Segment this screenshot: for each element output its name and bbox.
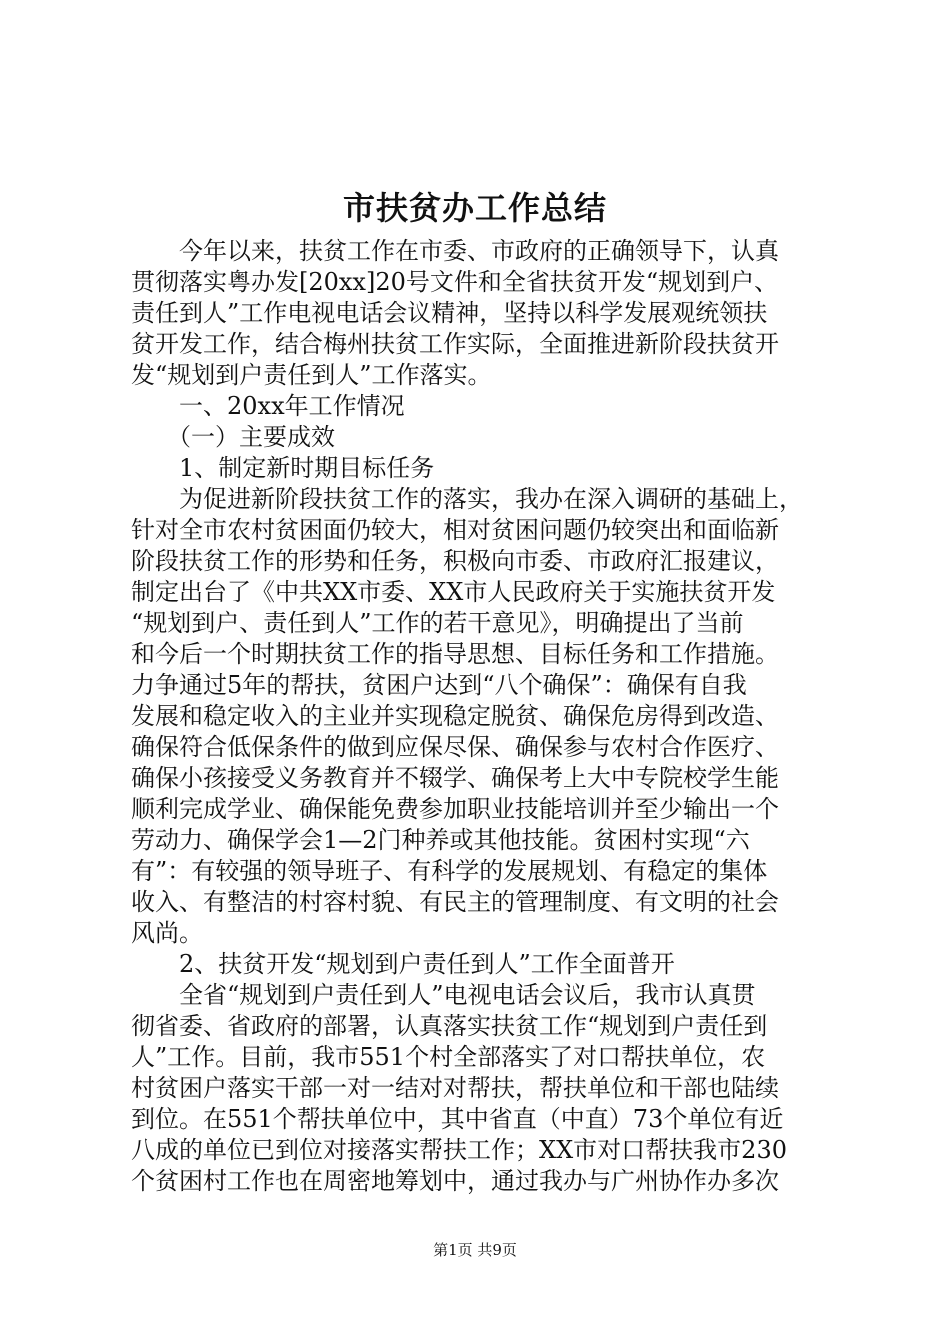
text-line: 贯彻落实粤办发[20xx]20号文件和全省扶贫开发“规划到户、 <box>131 268 779 296</box>
text-line: 确保小孩接受义务教育并不辍学、确保考上大中专院校学生能 <box>131 764 779 792</box>
text-line: 有”：有较强的领导班子、有科学的发展规划、有稳定的集体 <box>131 857 768 885</box>
text-line: 个贫困村工作也在周密地筹划中，通过我办与广州协作办多次 <box>131 1167 779 1195</box>
text-line: 发“规划到户责任到人”工作落实。 <box>131 361 492 389</box>
text-line: 到位。在551个帮扶单位中，其中省直（中直）73个单位有近 <box>131 1105 784 1133</box>
text-line: 一、20xx年工作情况 <box>131 392 405 420</box>
text-line: 制定出台了《中共XX市委、XX市人民政府关于实施扶贫开发 <box>131 578 776 606</box>
text-line: 彻省委、省政府的部署，认真落实扶贫工作“规划到户责任到 <box>131 1012 768 1040</box>
text-line: 发展和稳定收入的主业并实现稳定脱贫、确保危房得到改造、 <box>131 702 779 730</box>
text-line: 风尚。 <box>131 919 203 947</box>
text-line: 和今后一个时期扶贫工作的指导思想、目标任务和工作措施。 <box>131 640 779 668</box>
document-title: 市扶贫办工作总结 <box>342 189 607 227</box>
text-line: （一）主要成效 <box>131 423 335 451</box>
text-line: “规划到户、责任到人”工作的若干意见》，明确提出了当前 <box>131 609 744 637</box>
text-line: 针对全市农村贫困面仍较大，相对贫困问题仍较突出和面临新 <box>131 516 779 544</box>
text-line: 1、制定新时期目标任务 <box>131 454 435 482</box>
document-body <box>131 236 831 1197</box>
text-line: 全省“规划到户责任到人”电视电话会议后，我市认真贯 <box>131 981 756 1009</box>
text-line: 阶段扶贫工作的形势和任务，积极向市委、市政府汇报建议， <box>131 547 779 575</box>
text-line: 为促进新阶段扶贫工作的落实，我办在深入调研的基础上， <box>131 485 803 513</box>
text-line: 今年以来，扶贫工作在市委、市政府的正确领导下，认真 <box>131 237 779 265</box>
text-line: 2、扶贫开发“规划到户责任到人”工作全面普开 <box>131 950 675 978</box>
text-line: 确保符合低保条件的做到应保尽保、确保参与农村合作医疗、 <box>131 733 779 761</box>
text-line: 收入、有整洁的村容村貌、有民主的管理制度、有文明的社会 <box>131 888 779 916</box>
text-line: 劳动力、确保学会1—2门种养或其他技能。贫困村实现“六 <box>131 826 750 854</box>
text-line: 人”工作。目前，我市551个村全部落实了对口帮扶单位，农 <box>131 1043 766 1071</box>
text-line: 村贫困户落实干部一对一结对对帮扶，帮扶单位和干部也陆续 <box>131 1074 779 1102</box>
text-line: 力争通过5年的帮扶，贫困户达到“八个确保”：确保有自我 <box>131 671 747 699</box>
text-line: 责任到人”工作电视电话会议精神，坚持以科学发展观统领扶 <box>131 299 768 327</box>
text-line: 贫开发工作，结合梅州扶贫工作实际，全面推进新阶段扶贫开 <box>131 330 779 358</box>
text-line: 八成的单位已到位对接落实帮扶工作；XX市对口帮扶我市230 <box>131 1136 787 1164</box>
text-line: 顺利完成学业、确保能免费参加职业技能培训并至少输出一个 <box>131 795 779 823</box>
page-footer: 第1页 共9页 <box>433 1241 517 1259</box>
